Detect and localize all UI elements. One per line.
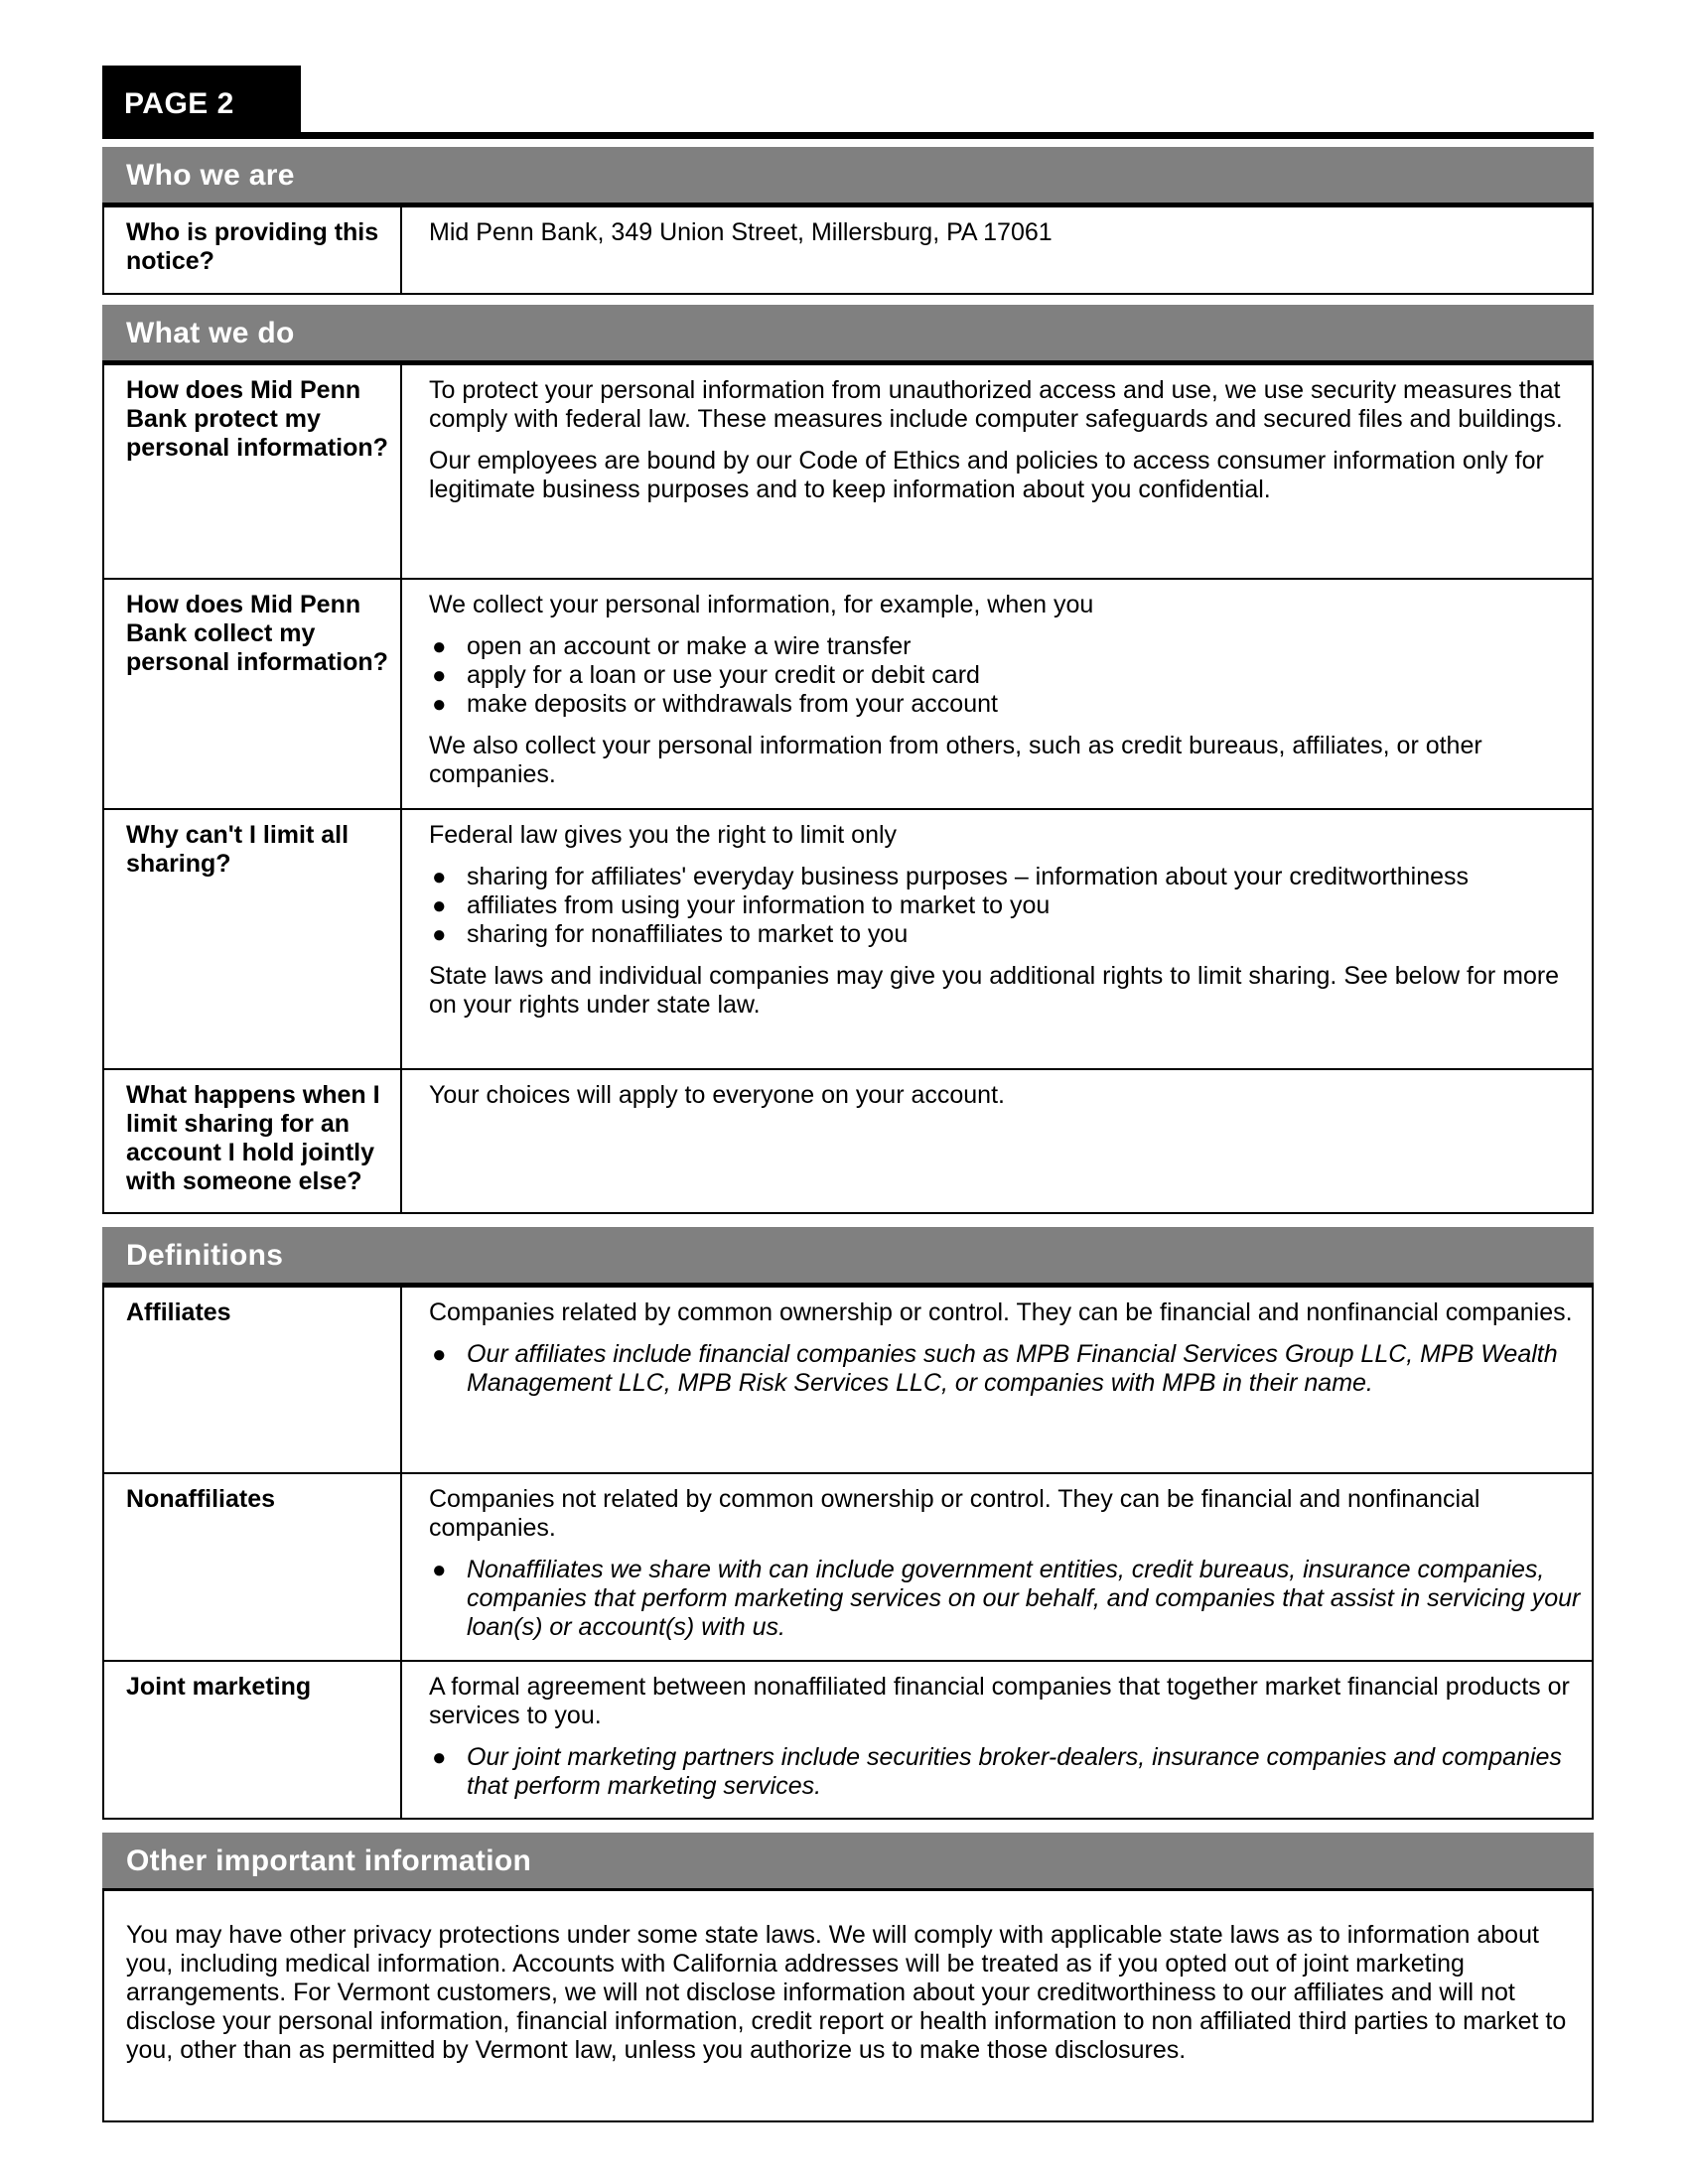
answer-paragraph: To protect your personal information from unauthorized access and use, we use security measures that comply with federal law. These measures include computer safeguards and secured files and buildings.	[429, 376, 1563, 433]
other-information-text: You may have other privacy protections under some state laws. We will comply with applicable state laws as to information about you, including medical information. Accounts with California addresses will be treated as if you opted out of joint marketing arrangements. For Vermont customers, we will not disclose information about your creditworthiness to our affiliates and will not disclose your personal information, financial information, credit report or health information to non affiliated third parties to market to you, other than as permitted by Vermont law, unless you authorize us to make those disclosures.	[102, 1891, 1594, 2122]
bullet-icon: ●	[432, 633, 447, 660]
definition-paragraph: Companies not related by common ownership or control. They can be financial and nonfinancial companies.	[429, 1485, 1480, 1542]
definition-body	[401, 1473, 1593, 1661]
section-definitions	[102, 1227, 1594, 1820]
list-item-text: make deposits or withdrawals from your account	[467, 690, 998, 718]
section-header-definitions: Definitions	[102, 1227, 1594, 1286]
answer-paragraph: We collect your personal information, for example, when you	[429, 591, 1094, 618]
list-item	[429, 920, 1586, 949]
list-item-text: sharing for nonaffiliates to market to you	[467, 920, 909, 948]
list-item-text: Our joint marketing partners include securities broker-dealers, insurance companies and companies that perform marketing services.	[467, 1743, 1562, 1800]
bullet-list	[429, 632, 1586, 719]
bullet-icon: ●	[432, 892, 447, 919]
row-answer	[401, 809, 1593, 1069]
header-rule	[301, 132, 1594, 139]
list-item	[429, 661, 1586, 690]
definition-paragraph: Companies related by common ownership or control. They can be financial and nonfinancial companies.	[429, 1298, 1573, 1326]
answer-paragraph: Federal law gives you the right to limit only	[429, 821, 898, 849]
list-item	[429, 863, 1586, 891]
table-row	[103, 809, 1593, 1069]
section-header-who-we-are: Who we are	[102, 147, 1594, 205]
definitions-table	[102, 1286, 1594, 1820]
bullet-icon: ●	[432, 1341, 447, 1368]
bullet-list	[429, 1743, 1586, 1801]
bullet-icon: ●	[432, 691, 447, 718]
section-what-we-do	[102, 305, 1594, 1214]
list-item-text: affiliates from using your information to market to you	[467, 891, 1051, 919]
answer-paragraph: Your choices will apply to everyone on your account.	[429, 1081, 1005, 1109]
section-header-other-information: Other important information	[102, 1833, 1594, 1891]
table-row	[103, 206, 1593, 294]
section-header-what-we-do: What we do	[102, 305, 1594, 363]
list-item	[429, 690, 1586, 719]
list-item-text: open an account or make a wire transfer	[467, 632, 912, 660]
row-question: Why can't I limit all sharing?	[103, 809, 401, 1069]
row-answer	[401, 364, 1593, 579]
table-row	[103, 1069, 1593, 1213]
row-question: What happens when I limit sharing for an account I hold jointly with someone else?	[103, 1069, 401, 1213]
bullet-icon: ●	[432, 921, 447, 948]
bullet-list	[429, 1556, 1586, 1642]
list-item	[429, 1340, 1586, 1398]
list-item	[429, 1743, 1586, 1801]
table-row	[103, 1473, 1593, 1661]
answer-paragraph: We also collect your personal information from others, such as credit bureaus, affiliates, or other companies.	[429, 732, 1482, 788]
list-item-text: Nonaffiliates we share with can include government entities, credit bureaus, insurance companies, companies that perform marketing services on our behalf, and companies that assist in servicing your loan(s) or account(s) with us.	[467, 1556, 1581, 1641]
bullet-icon: ●	[432, 662, 447, 689]
bullet-icon: ●	[432, 864, 447, 890]
row-question: How does Mid Penn Bank protect my personal information?	[103, 364, 401, 579]
page-label: PAGE 2	[102, 66, 301, 139]
table-row	[103, 364, 1593, 579]
definition-paragraph: A formal agreement between nonaffiliated financial companies that together market financial products or services to you.	[429, 1673, 1570, 1729]
row-answer	[401, 1069, 1593, 1213]
definition-body	[401, 1287, 1593, 1473]
row-question: How does Mid Penn Bank collect my personal information?	[103, 579, 401, 809]
list-item	[429, 632, 1586, 661]
bullet-icon: ●	[432, 1744, 447, 1771]
bullet-icon: ●	[432, 1557, 447, 1583]
definition-term: Joint marketing	[103, 1661, 401, 1819]
bullet-list	[429, 1340, 1586, 1398]
list-item	[429, 891, 1586, 920]
list-item	[429, 1556, 1586, 1642]
row-answer	[401, 579, 1593, 809]
list-item-text: Our affiliates include financial companies such as MPB Financial Services Group LLC, MPB Wealth Management LLC, MPB Risk Services LLC, or companies with MPB in their name.	[467, 1340, 1558, 1397]
definition-term: Nonaffiliates	[103, 1473, 401, 1661]
list-item-text: apply for a loan or use your credit or debit card	[467, 661, 980, 689]
answer-paragraph: State laws and individual companies may give you additional rights to limit sharing. See below for more on your rights under state law.	[429, 962, 1560, 1019]
table-row	[103, 1287, 1593, 1473]
answer-paragraph: Our employees are bound by our Code of Ethics and policies to access consumer information only for legitimate business purposes and to keep information about you confidential.	[429, 447, 1544, 503]
table-row	[103, 579, 1593, 809]
list-item-text: sharing for affiliates' everyday business purposes – information about your creditworthiness	[467, 863, 1470, 890]
definition-term: Affiliates	[103, 1287, 401, 1473]
definition-body	[401, 1661, 1593, 1819]
row-answer: Mid Penn Bank, 349 Union Street, Millersburg, PA 17061	[401, 206, 1593, 294]
section-other-information	[102, 1833, 1594, 2122]
bullet-list	[429, 863, 1586, 949]
section-who-we-are	[102, 147, 1594, 295]
who-we-are-table	[102, 205, 1594, 295]
table-row	[103, 1661, 1593, 1819]
row-question: Who is providing this notice?	[103, 206, 401, 294]
what-we-do-table	[102, 363, 1594, 1214]
